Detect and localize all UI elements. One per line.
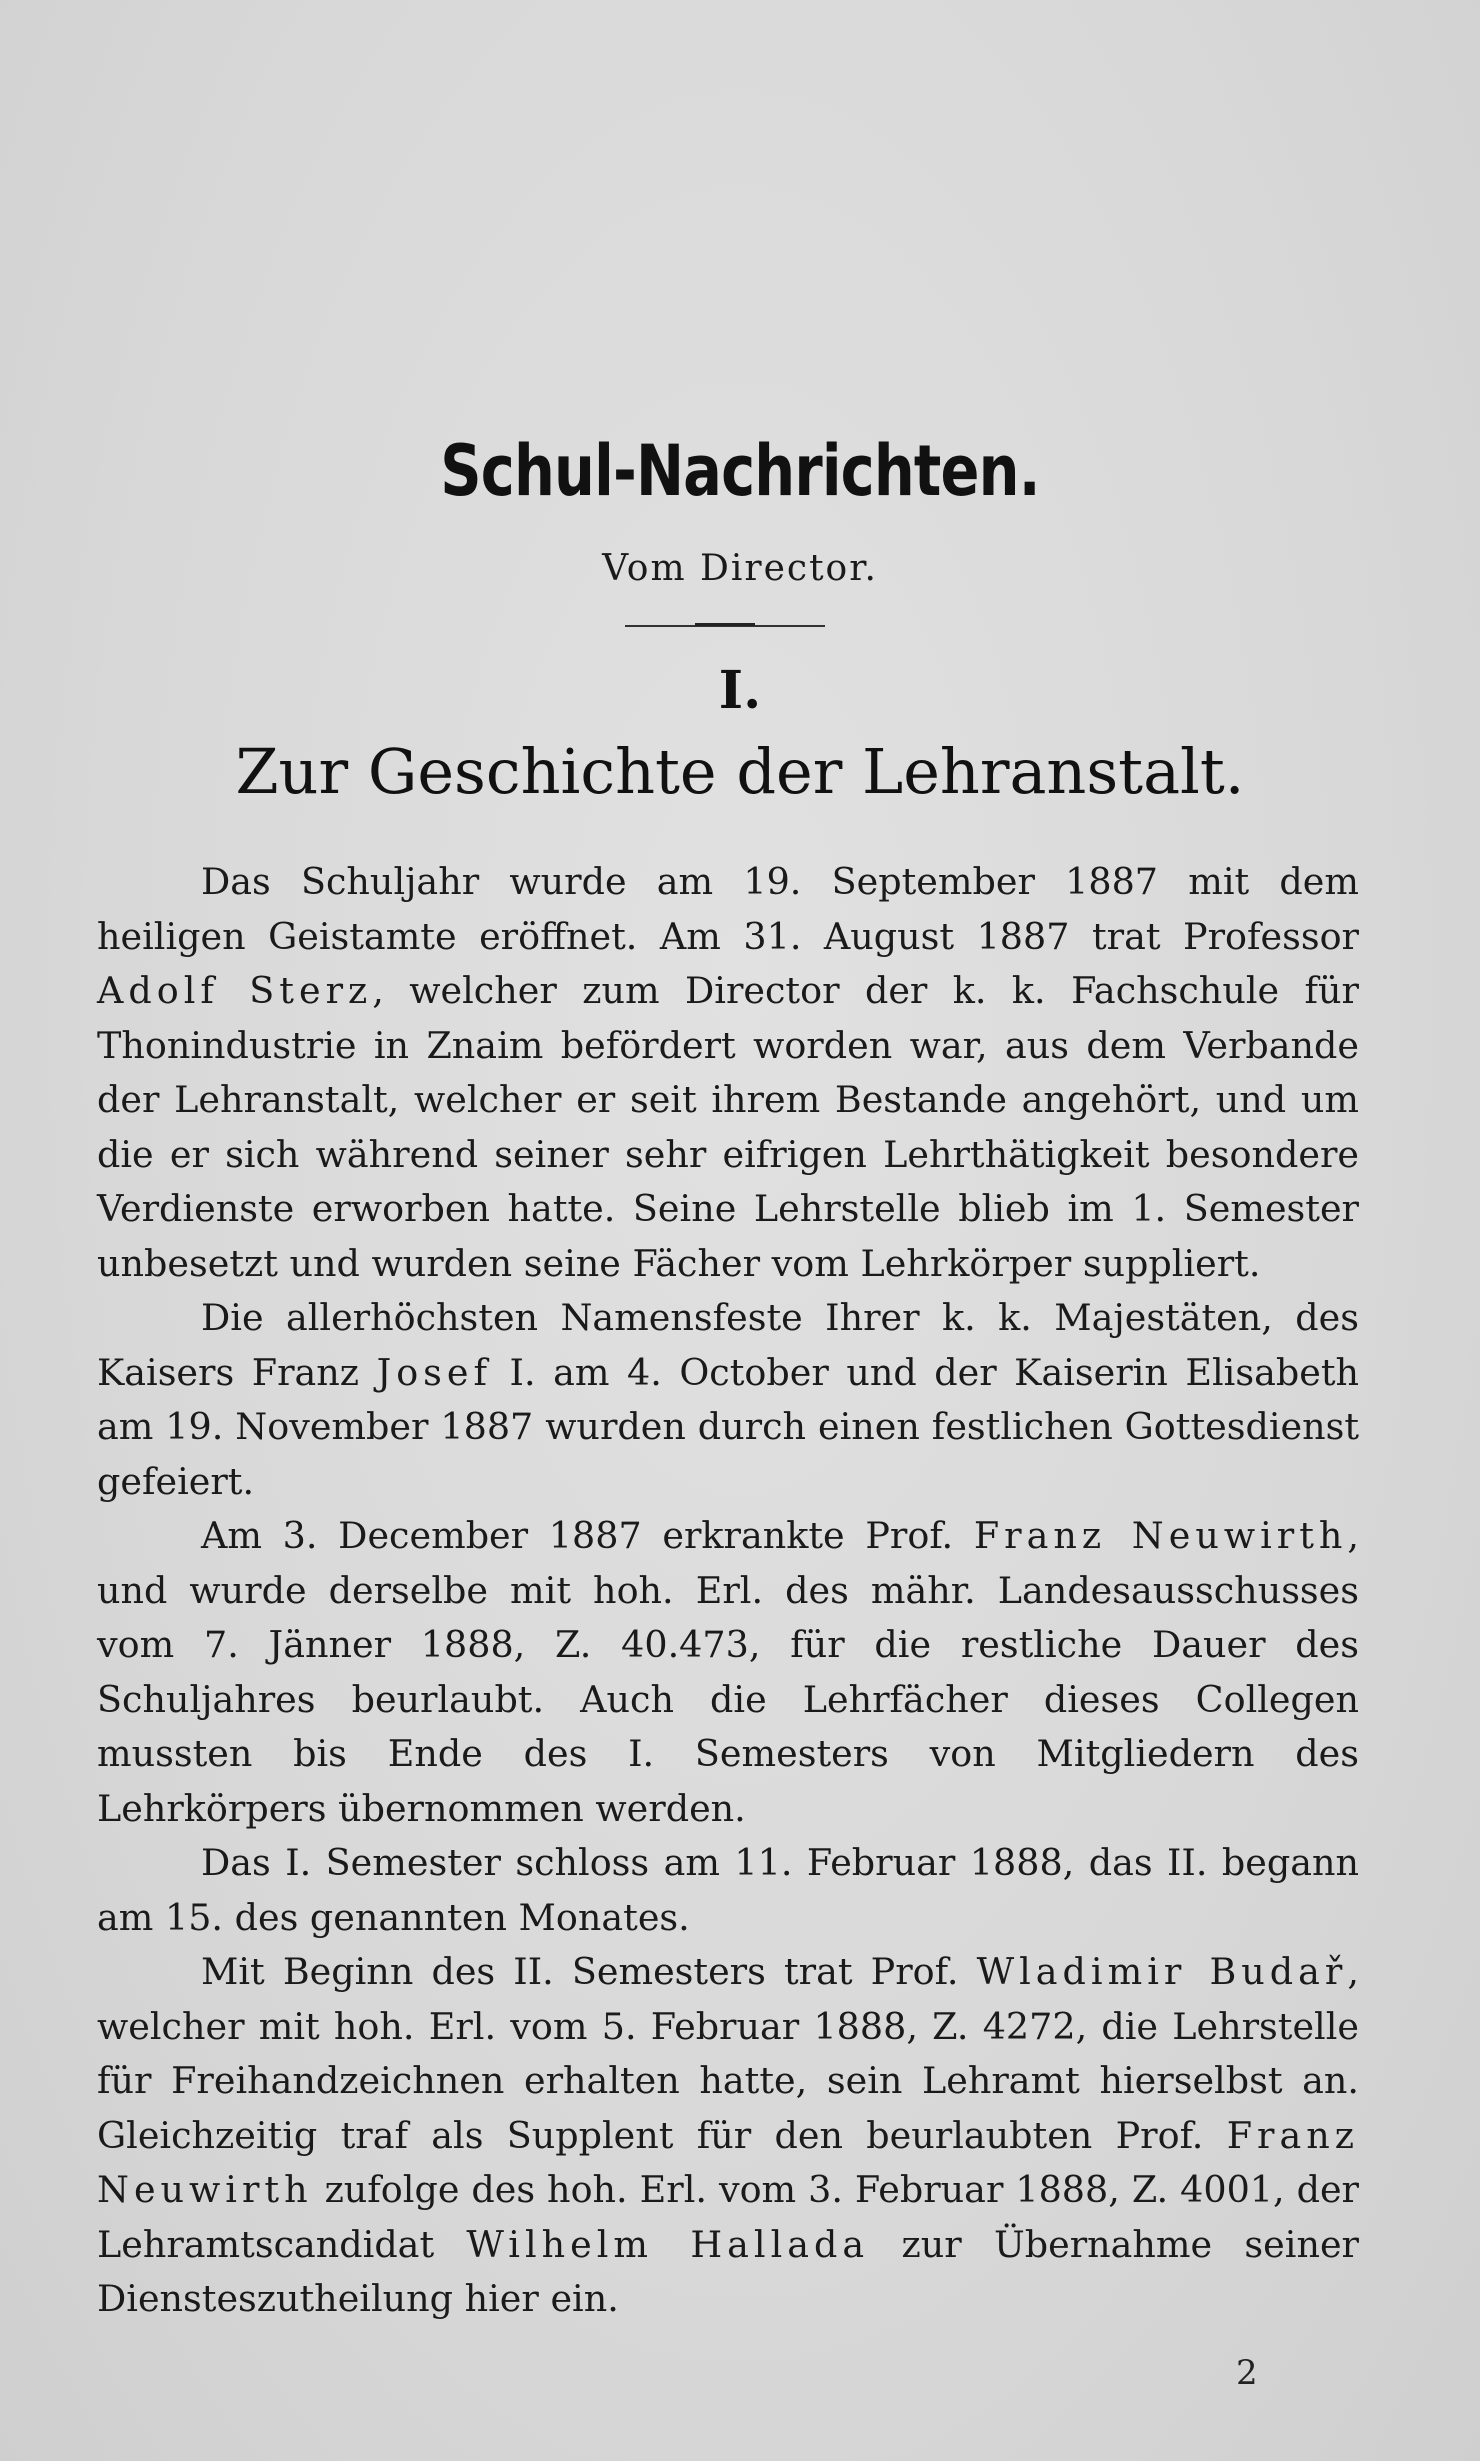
text-run: Das Schuljahr wurde am 19. September 1887 mit dem heiligen Geistamte eröffnet. Am 31. August 1887 trat Professor (97, 860, 1359, 958)
paragraph (97, 1945, 1359, 2327)
person-name: Franz Neuwirth (973, 1514, 1348, 1557)
person-name: Josef (376, 1350, 493, 1394)
body-text (97, 855, 1359, 2327)
text-run: Die allerhöchsten Namensfeste Ihrer k. k. Majestäten, des Kaisers Franz (97, 1296, 1359, 1394)
page-title: Schul-Nachrichten. (440, 430, 1040, 512)
text-run: Am 3. December 1887 erkrankte Prof. (201, 1514, 974, 1557)
text-run: , welcher mit hoh. Erl. vom 5. Februar 1888, Z. 4272, die Lehrstelle für Freihandzeichnen erhalten hatte, sein Lehramt hierselbst an. Gleichzeitig traf als Supplent für den beurlaubten Prof. (97, 1950, 1359, 2157)
paragraph (97, 1509, 1359, 1836)
paragraph (97, 1836, 1359, 1945)
section-number: I. (718, 660, 762, 721)
decorative-rule (625, 625, 825, 627)
person-name: Franz Neuwirth (97, 2113, 1359, 2211)
page-number: 2 (1236, 2353, 1258, 2393)
person-name: Wladimir Budař (976, 1950, 1348, 1993)
text-run: Das I. Semester schloss am 11. Februar 1888, das II. begann am 15. des genannten Monates. (97, 1841, 1359, 1939)
section-heading: Zur Geschichte der Lehranstalt. (235, 735, 1245, 808)
text-run: zufolge des hoh. Erl. vom 3. Februar 1888, Z. 4001, der Lehramtscandidat (97, 2168, 1359, 2266)
page-subtitle: Vom Director. (602, 548, 878, 589)
text-run: , und wurde derselbe mit hoh. Erl. des mähr. Landesausschusses vom 7. Jänner 1888, Z. 40.473, für die restliche Dauer des Schuljahres beurlaubt. Auch die Lehrfächer dieses Collegen mussten bis Ende des I. Semesters von Mitgliedern des Lehrkörpers übernommen werden. (97, 1514, 1359, 1830)
text-run: zur Übernahme seiner Diensteszutheilung hier ein. (97, 2222, 1359, 2320)
person-name: Adolf Sterz (97, 969, 373, 1012)
text-run: I. am 4. October und der Kaiserin Elisabeth am 19. November 1887 wurden durch einen festlichen Gottesdienst gefeiert. (97, 1350, 1359, 1503)
person-name: Wilhelm Hallada (466, 2222, 870, 2266)
text-run: , welcher zum Director der k. k. Fachschule für Thonindustrie in Znaim befördert worden war, aus dem Verbande der Lehranstalt, welcher er seit ihrem Bestande angehört, und um die er sich während seiner sehr eifrigen Lehrthätigkeit besondere Verdienste erworben hatte. Seine Lehrstelle blieb im 1. Semester unbesetzt und wurden seine Fächer vom Lehrkörper suppliert. (97, 969, 1359, 1285)
paragraph (97, 1291, 1359, 1509)
paragraph (97, 855, 1359, 1291)
text-run: Mit Beginn des II. Semesters trat Prof. (201, 1950, 977, 1993)
